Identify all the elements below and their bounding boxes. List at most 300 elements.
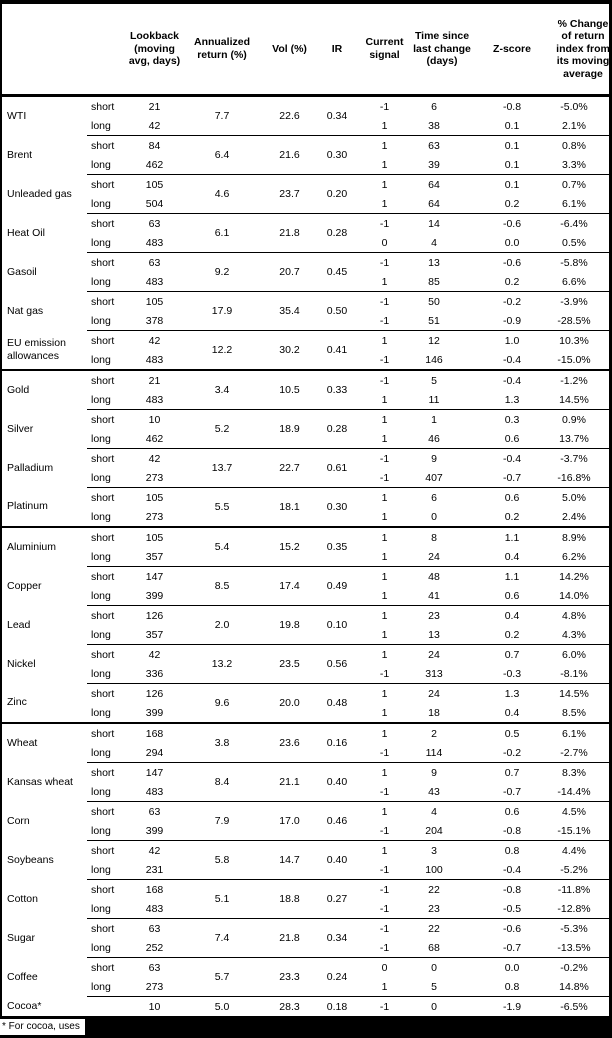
lookback-value-cell: 504 — [145, 197, 164, 210]
z-score-cell: 0.7 — [472, 763, 552, 783]
pct-change-cell: -6.4% — [552, 214, 612, 234]
leg-label-cell: short — [87, 684, 127, 704]
time-since-change-cell: 204 — [425, 824, 443, 837]
leg-label-cell: long — [91, 197, 111, 210]
column-header-leg — [87, 4, 127, 96]
lookback-value-cell: 357 — [145, 550, 164, 563]
current-signal-cell: -1 — [379, 471, 390, 484]
current-signal-cell: -1 — [379, 902, 390, 915]
table-header — [2, 4, 612, 96]
table-row — [2, 880, 612, 900]
leg-label-cell: long — [91, 275, 111, 288]
vol-cell: 23.7 — [262, 175, 317, 214]
z-score-cell: 0.6 — [472, 802, 552, 822]
annualized-return-cell: 12.2 — [182, 331, 262, 371]
annualized-return-cell: 17.9 — [182, 292, 262, 331]
table-row — [2, 606, 612, 626]
lookback-value-cell: 21 — [127, 370, 182, 390]
column-header-annualized-return: Annualized return (%) — [182, 4, 262, 96]
lookback-value-cell: 105 — [127, 175, 182, 195]
ir-cell: 0.10 — [317, 606, 357, 645]
current-signal-cell: 1 — [357, 527, 412, 547]
vol-cell: 17.0 — [262, 802, 317, 841]
current-signal-cell: -1 — [379, 667, 390, 680]
pct-change-cell: 8.5% — [562, 706, 586, 719]
vol-cell: 21.1 — [262, 763, 317, 802]
leg-label-cell: long — [91, 746, 111, 759]
annualized-return-cell: 7.9 — [182, 802, 262, 841]
leg-label-cell: short — [87, 919, 127, 939]
current-signal-cell: -1 — [379, 353, 390, 366]
z-score-cell: 0.3 — [472, 410, 552, 430]
table-row — [2, 567, 612, 587]
z-score-cell: -0.6 — [472, 919, 552, 939]
leg-label-cell: short — [91, 100, 115, 113]
current-signal-cell: -1 — [379, 941, 390, 954]
current-signal-cell: 1 — [357, 331, 412, 351]
leg-label-cell: long — [91, 393, 111, 406]
lookback-value-cell: 483 — [145, 275, 164, 288]
leg-label-cell: short — [87, 527, 127, 547]
time-since-change-cell: 41 — [428, 589, 440, 602]
table-row — [2, 410, 612, 430]
lookback-value-cell: 483 — [145, 236, 164, 249]
current-signal-cell: -1 — [357, 292, 412, 312]
lookback-value-cell: 399 — [145, 824, 164, 837]
time-since-change-cell: 50 — [412, 292, 472, 312]
footnote-bar — [0, 1019, 612, 1038]
z-score-cell: 0.7 — [472, 645, 552, 665]
z-score-cell: -0.8 — [472, 880, 552, 900]
z-score-cell: 0.1 — [504, 119, 520, 132]
lookback-value-cell: 273 — [145, 980, 164, 993]
ir-cell: 0.24 — [317, 958, 357, 997]
pct-change-cell: 6.0% — [552, 645, 612, 665]
vol-cell: 35.4 — [262, 292, 317, 331]
ir-cell: 0.49 — [317, 567, 357, 606]
current-signal-cell: -1 — [379, 100, 390, 113]
lookback-value-cell: 336 — [145, 667, 164, 680]
current-signal-cell: -1 — [379, 863, 390, 876]
current-signal-cell: -1 — [357, 214, 412, 234]
annualized-return-cell: 4.6 — [182, 175, 262, 214]
leg-label-cell: short — [87, 606, 127, 626]
vol-cell: 21.8 — [262, 919, 317, 958]
time-since-change-cell: 0 — [431, 510, 437, 523]
pct-change-cell: 13.7% — [559, 432, 589, 445]
z-score-cell: -0.6 — [472, 214, 552, 234]
ir-cell: 0.34 — [326, 110, 348, 122]
leg-label-cell: long — [91, 236, 111, 249]
time-since-change-cell: 24 — [412, 684, 472, 704]
leg-label-cell: long — [91, 706, 111, 719]
leg-label-cell: short — [87, 253, 127, 273]
leg-label-cell: long — [91, 550, 111, 563]
lookback-value-cell: 84 — [127, 136, 182, 156]
time-since-change-cell: 24 — [428, 550, 440, 563]
z-score-cell: -1.9 — [472, 997, 552, 1017]
lookback-value-cell: 483 — [145, 393, 164, 406]
time-since-change-cell: 4 — [431, 236, 437, 249]
current-signal-cell: 1 — [381, 510, 388, 523]
table-row — [2, 292, 612, 312]
current-signal-cell: 1 — [381, 275, 388, 288]
vol-cell: 21.8 — [262, 214, 317, 253]
time-since-change-cell: 43 — [428, 785, 440, 798]
pct-change-cell: -12.8% — [557, 902, 591, 915]
commodity-name-cell: Brent — [7, 148, 33, 161]
table-row — [2, 527, 612, 547]
lookback-value-cell: 462 — [145, 158, 164, 171]
time-since-change-cell: 9 — [412, 449, 472, 469]
commodity-name-cell: Sugar — [7, 931, 36, 944]
z-score-cell: 0.1 — [504, 158, 520, 171]
current-signal-cell: -1 — [379, 314, 390, 327]
pct-change-cell: -3.7% — [552, 449, 612, 469]
time-since-change-cell: 0 — [412, 997, 472, 1017]
annualized-return-cell: 5.2 — [182, 410, 262, 449]
leg-label-cell: long — [91, 902, 111, 915]
table-row — [2, 331, 612, 351]
pct-change-cell: 6.6% — [562, 275, 586, 288]
pct-change-cell: -6.5% — [552, 997, 612, 1017]
annualized-return-cell: 3.8 — [182, 723, 262, 763]
pct-change-cell: 14.5% — [552, 684, 612, 704]
z-score-cell: 0.2 — [504, 510, 520, 523]
lookback-value-cell: 399 — [145, 706, 164, 719]
pct-change-cell: 8.3% — [552, 763, 612, 783]
time-since-change-cell: 12 — [412, 331, 472, 351]
table-row — [2, 763, 612, 783]
leg-label-cell: short — [87, 567, 127, 587]
lookback-value-cell: 42 — [127, 449, 182, 469]
pct-change-cell: -5.0% — [560, 100, 588, 113]
current-signal-cell: -1 — [357, 997, 412, 1017]
vol-cell: 15.2 — [262, 527, 317, 567]
ir-cell: 0.20 — [317, 175, 357, 214]
pct-change-cell: -15.1% — [557, 824, 591, 837]
lookback-value-cell: 42 — [127, 331, 182, 351]
leg-label-cell: long — [91, 785, 111, 798]
time-since-change-cell: 22 — [412, 919, 472, 939]
pct-change-cell: -15.0% — [557, 353, 591, 366]
leg-label-cell: long — [91, 158, 111, 171]
current-signal-cell: 0 — [357, 958, 412, 978]
current-signal-cell: -1 — [357, 880, 412, 900]
leg-label-cell: long — [91, 980, 111, 993]
z-score-cell: -0.7 — [502, 941, 522, 954]
vol-cell: 28.3 — [262, 997, 317, 1017]
leg-label-cell: long — [91, 471, 111, 484]
z-score-cell: 0.2 — [504, 275, 520, 288]
time-since-change-cell: 14 — [412, 214, 472, 234]
pct-change-cell: -28.5% — [557, 314, 591, 327]
commodity-name-cell: Zinc — [7, 696, 27, 709]
lookback-value-cell: 147 — [127, 763, 182, 783]
pct-change-cell: 3.3% — [562, 158, 586, 171]
leg-label-cell: short — [87, 410, 127, 430]
ir-cell: 0.45 — [317, 253, 357, 292]
leg-label-cell: short — [87, 763, 127, 783]
time-since-change-cell: 24 — [412, 645, 472, 665]
current-signal-cell: 0 — [381, 236, 388, 249]
leg-label-cell: long — [91, 941, 111, 954]
pct-change-cell: 4.5% — [552, 802, 612, 822]
time-since-change-cell: 23 — [428, 902, 440, 915]
leg-label-cell: short — [87, 292, 127, 312]
vol-cell: 22.6 — [279, 110, 300, 122]
z-score-cell: -0.2 — [502, 746, 522, 759]
leg-label-cell: short — [87, 802, 127, 822]
ir-cell: 0.56 — [317, 645, 357, 684]
table-row — [2, 488, 612, 508]
z-score-cell: 0.8 — [472, 841, 552, 861]
commodity-name-cell: Unleaded gas — [7, 187, 72, 200]
current-signal-cell: 1 — [357, 841, 412, 861]
ir-cell: 0.33 — [317, 370, 357, 410]
time-since-change-cell: 64 — [428, 197, 440, 210]
pct-change-cell: 6.2% — [562, 550, 586, 563]
pct-change-cell: 4.4% — [552, 841, 612, 861]
current-signal-cell: 1 — [381, 393, 388, 406]
time-since-change-cell: 3 — [412, 841, 472, 861]
time-since-change-cell: 18 — [428, 706, 440, 719]
leg-label-cell: long — [91, 824, 111, 837]
time-since-change-cell: 114 — [425, 746, 443, 759]
pct-change-cell: 2.1% — [562, 119, 586, 132]
pct-change-cell: 14.2% — [552, 567, 612, 587]
lookback-value-cell: 147 — [127, 567, 182, 587]
lookback-value-cell: 357 — [145, 628, 164, 641]
z-score-cell: -0.8 — [502, 824, 522, 837]
current-signal-cell: 1 — [381, 432, 388, 445]
z-score-cell: 0.0 — [472, 958, 552, 978]
lookback-value-cell: 294 — [145, 746, 164, 759]
time-since-change-cell: 13 — [412, 253, 472, 273]
table-row — [2, 997, 612, 1017]
ir-cell: 0.50 — [317, 292, 357, 331]
z-score-cell: 1.0 — [472, 331, 552, 351]
pct-change-cell: 6.1% — [562, 197, 586, 210]
pct-change-cell: 2.4% — [562, 510, 586, 523]
leg-label-cell: short — [87, 841, 127, 861]
ir-cell: 0.46 — [317, 802, 357, 841]
lookback-value-cell: 105 — [127, 488, 182, 508]
current-signal-cell: 1 — [381, 706, 388, 719]
z-score-cell: 1.3 — [504, 393, 520, 406]
vol-cell: 23.5 — [262, 645, 317, 684]
pct-change-cell: 4.3% — [562, 628, 586, 641]
current-signal-cell: 1 — [381, 119, 388, 132]
pct-change-cell: -16.8% — [557, 471, 591, 484]
vol-cell: 21.6 — [262, 136, 317, 175]
commodity-name-cell: Lead — [7, 618, 31, 631]
time-since-change-cell: 4 — [412, 802, 472, 822]
z-score-cell: 0.5 — [472, 723, 552, 743]
leg-label-cell: long — [91, 510, 111, 523]
commodity-name-cell: EU emission allowances — [7, 337, 66, 362]
lookback-value-cell: 10 — [127, 997, 182, 1017]
annualized-return-cell: 8.5 — [182, 567, 262, 606]
footnote: * For cocoa, uses — [0, 1019, 85, 1035]
annualized-return-cell: 2.0 — [182, 606, 262, 645]
z-score-cell: 0.0 — [504, 236, 520, 249]
z-score-cell: -0.2 — [472, 292, 552, 312]
column-header-current-signal: Current signal — [357, 4, 412, 96]
time-since-change-cell: 11 — [428, 393, 440, 406]
current-signal-cell: 1 — [357, 645, 412, 665]
commodity-name-cell: Cocoa* — [7, 999, 42, 1012]
vol-cell: 20.7 — [262, 253, 317, 292]
z-score-cell: 1.1 — [472, 527, 552, 547]
pct-change-cell: 10.3% — [552, 331, 612, 351]
table-row — [2, 136, 612, 156]
z-score-cell: 0.6 — [504, 589, 520, 602]
current-signal-cell: 1 — [357, 136, 412, 156]
z-score-cell: -0.4 — [472, 449, 552, 469]
time-since-change-cell: 5 — [412, 370, 472, 390]
pct-change-cell: -5.3% — [552, 919, 612, 939]
pct-change-cell: -5.8% — [552, 253, 612, 273]
z-score-cell: 0.6 — [504, 432, 520, 445]
commodity-name-cell: Nickel — [7, 657, 36, 670]
vol-cell: 23.3 — [262, 958, 317, 997]
leg-label-cell: short — [87, 136, 127, 156]
lookback-value-cell: 126 — [127, 684, 182, 704]
lookback-value-cell: 462 — [145, 432, 164, 445]
z-score-cell: -0.4 — [502, 353, 522, 366]
time-since-change-cell: 2 — [412, 723, 472, 743]
table-row — [2, 253, 612, 273]
commodity-name-cell: Nat gas — [7, 304, 44, 317]
current-signal-cell: -1 — [357, 370, 412, 390]
time-since-change-cell: 100 — [425, 863, 443, 876]
time-since-change-cell: 22 — [412, 880, 472, 900]
lookback-value-cell: 273 — [145, 510, 164, 523]
current-signal-cell: -1 — [379, 824, 390, 837]
pct-change-cell: 8.9% — [552, 527, 612, 547]
ir-cell: 0.41 — [317, 331, 357, 371]
ir-cell: 0.30 — [317, 136, 357, 175]
time-since-change-cell: 9 — [412, 763, 472, 783]
commodity-name-cell: Aluminium — [2, 527, 87, 567]
z-score-cell: 0.1 — [472, 136, 552, 156]
commodity-name-cell: Silver — [7, 422, 34, 435]
leg-label-cell — [87, 997, 127, 1017]
z-score-cell: -0.7 — [502, 785, 522, 798]
table-row — [2, 96, 612, 117]
leg-label-cell: short — [87, 449, 127, 469]
column-header-vol: Vol (%) — [262, 4, 317, 96]
time-since-change-cell: 46 — [428, 432, 440, 445]
commodity-name-cell: Copper — [7, 579, 42, 592]
leg-label-cell: long — [91, 628, 111, 641]
commodity-name-cell: Cotton — [7, 892, 38, 905]
lookback-value-cell: 483 — [145, 785, 164, 798]
annualized-return-cell: 13.7 — [182, 449, 262, 488]
current-signal-cell: 1 — [357, 723, 412, 743]
column-header-pct-change: % Change of return index from its moving average — [552, 4, 612, 96]
pct-change-cell: -13.5% — [557, 941, 591, 954]
pct-change-cell: 4.8% — [552, 606, 612, 626]
lookback-value-cell: 105 — [127, 527, 182, 547]
pct-change-cell: 14.0% — [559, 589, 589, 602]
lookback-value-cell: 273 — [145, 471, 164, 484]
current-signal-cell: 1 — [381, 550, 388, 563]
current-signal-cell: 1 — [381, 589, 388, 602]
vol-cell: 18.1 — [262, 488, 317, 528]
z-score-cell: 0.4 — [504, 550, 520, 563]
lookback-value-cell: 63 — [127, 214, 182, 234]
time-since-change-cell: 6 — [412, 488, 472, 508]
pct-change-cell: -14.4% — [557, 785, 591, 798]
z-score-cell: -0.5 — [502, 902, 522, 915]
lookback-value-cell: 63 — [127, 802, 182, 822]
vol-cell: 18.9 — [262, 410, 317, 449]
z-score-cell: 1.3 — [472, 684, 552, 704]
pct-change-cell: -0.2% — [552, 958, 612, 978]
current-signal-cell: -1 — [379, 746, 390, 759]
time-since-change-cell: 407 — [425, 471, 443, 484]
column-header-lookback: Lookback (moving avg, days) — [127, 4, 182, 96]
leg-label-cell: long — [91, 589, 111, 602]
pct-change-cell: -5.2% — [560, 863, 588, 876]
annualized-return-cell: 7.4 — [182, 919, 262, 958]
annualized-return-cell: 5.7 — [182, 958, 262, 997]
current-signal-cell: 1 — [357, 175, 412, 195]
vol-cell: 14.7 — [262, 841, 317, 880]
lookback-value-cell: 63 — [127, 919, 182, 939]
commodity-name-cell: Coffee — [7, 970, 38, 983]
z-score-cell: -0.4 — [472, 370, 552, 390]
table-row — [2, 449, 612, 469]
lookback-value-cell: 399 — [145, 589, 164, 602]
column-header-ir: IR — [317, 4, 357, 96]
z-score-cell: 0.1 — [472, 175, 552, 195]
commodity-name-cell: Gasoil — [7, 265, 37, 278]
ir-cell: 0.27 — [317, 880, 357, 919]
annualized-return-cell: 6.1 — [182, 214, 262, 253]
annualized-return-cell: 6.4 — [182, 136, 262, 175]
time-since-change-cell: 6 — [431, 100, 437, 113]
z-score-cell: -0.8 — [502, 100, 522, 113]
table-row — [2, 919, 612, 939]
current-signal-cell: -1 — [379, 785, 390, 798]
pct-change-cell: -3.9% — [552, 292, 612, 312]
ir-cell: 0.28 — [317, 410, 357, 449]
current-signal-cell: -1 — [357, 919, 412, 939]
table-body — [2, 96, 612, 1017]
commodity-name-cell: Corn — [7, 814, 30, 827]
lookback-value-cell: 168 — [127, 880, 182, 900]
commodity-name-cell: Heat Oil — [7, 226, 45, 239]
leg-label-cell: long — [91, 863, 111, 876]
lookback-value-cell: 252 — [145, 941, 164, 954]
annualized-return-cell: 13.2 — [182, 645, 262, 684]
commodity-name-cell: Wheat — [2, 723, 87, 763]
z-score-cell: -0.7 — [502, 471, 522, 484]
time-since-change-cell: 48 — [412, 567, 472, 587]
leg-label-cell: short — [87, 488, 127, 508]
ir-cell: 0.28 — [317, 214, 357, 253]
vol-cell: 22.7 — [262, 449, 317, 488]
annualized-return-cell: 8.4 — [182, 763, 262, 802]
table-row — [2, 841, 612, 861]
commodity-name-cell: Kansas wheat — [7, 775, 73, 788]
current-signal-cell: 1 — [381, 158, 388, 171]
commodity-name-cell: Soybeans — [7, 853, 54, 866]
lookback-value-cell: 42 — [148, 119, 161, 132]
